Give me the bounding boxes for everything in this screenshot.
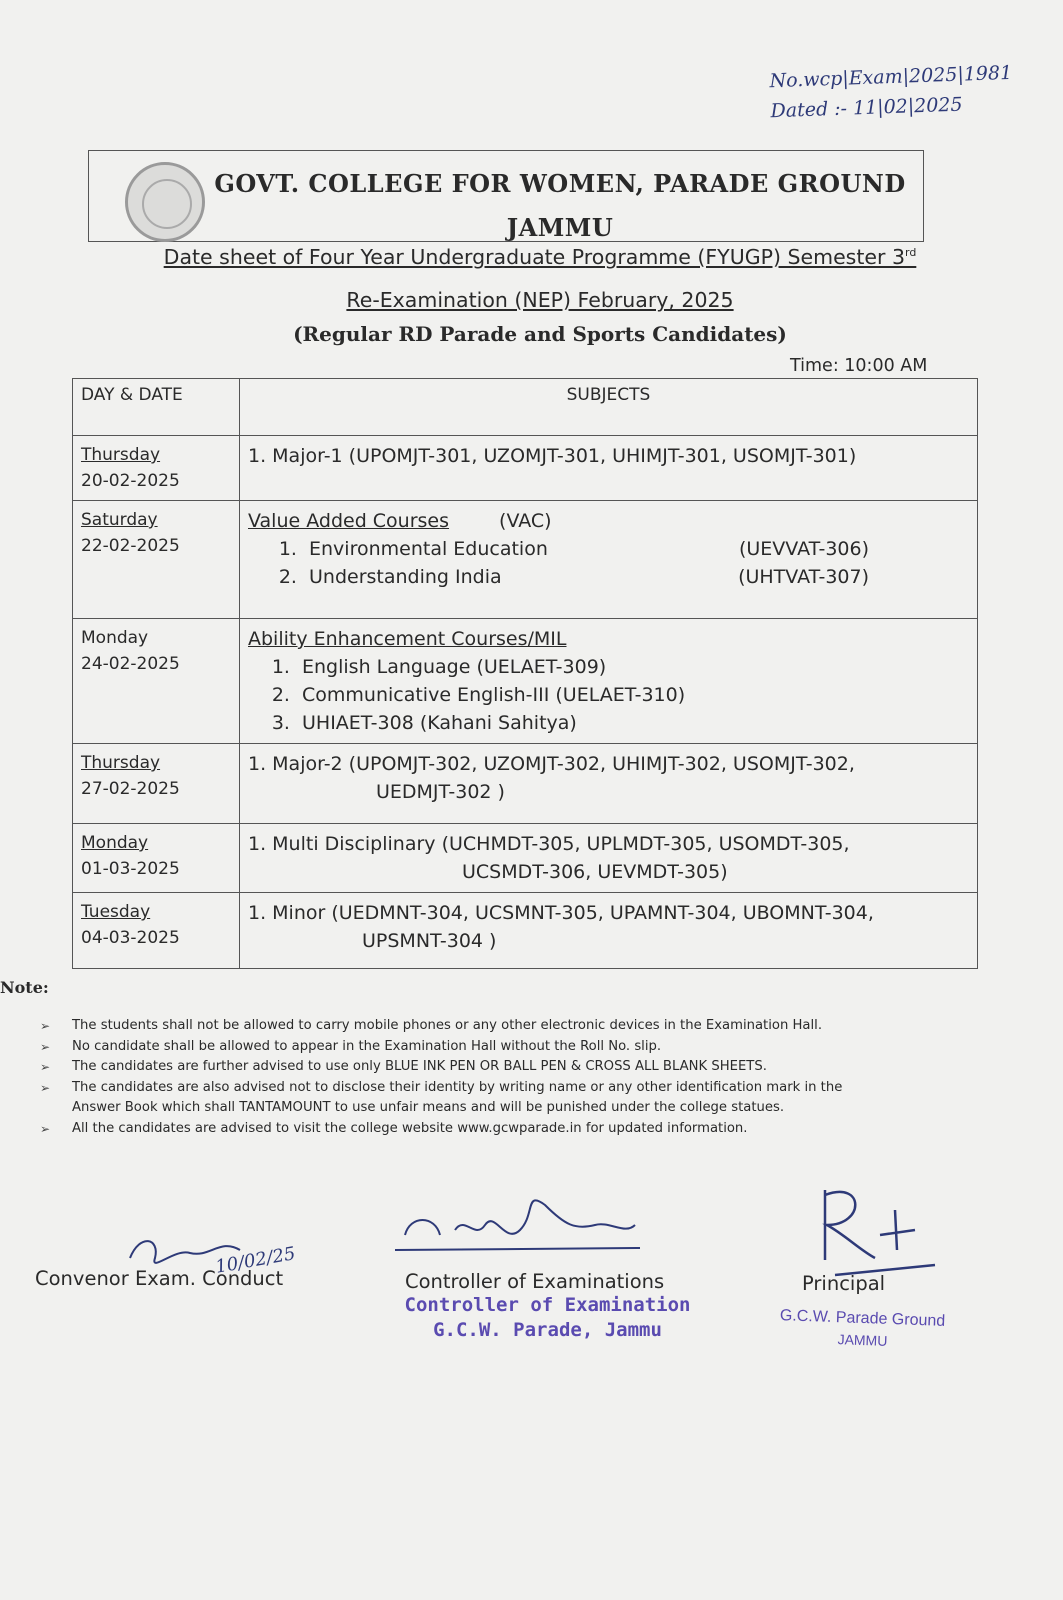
convenor-date: 10/02/25: [213, 1243, 298, 1278]
table-row: [73, 501, 978, 619]
college-name-line2: JAMMU: [506, 213, 614, 242]
list-item: 2. Communicative English-III (UELAET-310): [296, 681, 969, 709]
table-row: [73, 436, 978, 501]
ordinal-suffix: rd: [905, 246, 917, 260]
principal-signature: [805, 1180, 945, 1280]
college-name-line1: GOVT. COLLEGE FOR WOMEN, PARADE GROUND: [214, 169, 906, 198]
note-item-cont: Answer Book which shall TANTAMOUNT to use unfair means and will be punished under the college statues.: [72, 1100, 785, 1115]
row-subject-line: 1. Minor (UEDMNT-304, UCSMNT-305, UPAMNT-304, UBOMNT-304,: [248, 902, 874, 924]
row-subject-line: 1. Major-1 (UPOMJT-301, UZOMJT-301, UHIMJT-301, USOMJT-301): [248, 445, 857, 467]
row-subject-line-cont: UEDMJT-302 ): [376, 781, 505, 803]
notes-list: [40, 1016, 940, 1139]
row-date: 22-02-2025: [81, 536, 180, 556]
col-header-day: DAY & DATE: [73, 379, 240, 436]
principal-stamp-line1: G.C.W. Parade Ground: [779, 1307, 946, 1330]
controller-stamp-line2: G.C.W. Parade, Jammu: [433, 1319, 662, 1341]
convenor-label: Convenor Exam. Conduct: [35, 1267, 284, 1290]
note-item: ➢ The candidates are also advised not to disclose their identity by writing name or any other identification mark in the: [40, 1078, 940, 1099]
list-item: 1. English Language (UELAET-309): [296, 653, 969, 681]
row-day: Monday: [81, 833, 149, 853]
row-day: Tuesday: [81, 902, 151, 922]
reference-number: No.wcp|Exam|2025|1981: [769, 61, 1013, 93]
row-day: Thursday: [81, 445, 161, 465]
principal-stamp-line2: JAMMU: [837, 1331, 888, 1349]
row-date: 27-02-2025: [81, 779, 180, 799]
datesheet-title: Date sheet of Four Year Undergraduate Programme (FYUGP) Semester 3rd: [163, 245, 917, 269]
college-name: [200, 162, 920, 250]
row-subject-line: 1. Multi Disciplinary (UCHMDT-305, UPLMDT-305, USOMDT-305,: [248, 833, 850, 855]
col-header-subjects: SUBJECTS: [240, 379, 978, 436]
note-item: ➢ The candidates are further advised to use only BLUE INK PEN OR BALL PEN & CROSS ALL BLANK SHEETS.: [40, 1057, 940, 1078]
row-day: Monday: [81, 628, 149, 648]
table-row: [73, 893, 978, 969]
row-subject-line-cont: UCSMDT-306, UEVMDT-305): [462, 861, 728, 883]
row-subject-line-cont: UPSMNT-304 ): [362, 930, 497, 952]
candidates-subtitle: (Regular RD Parade and Sports Candidates): [293, 322, 787, 346]
row-subject-heading: Value Added Courses (VAC): [248, 510, 552, 532]
row-day: Thursday: [81, 753, 161, 773]
row-day: Saturday: [81, 510, 158, 530]
row-date: 01-03-2025: [81, 859, 180, 879]
controller-stamp-line1: Controller of Examination: [404, 1294, 691, 1316]
note-label: Note:: [0, 978, 49, 997]
reference-date: Dated :- 11|02|2025: [770, 93, 963, 123]
row-date: 24-02-2025: [81, 654, 180, 674]
reference-block: [769, 58, 1014, 126]
list-item: 3. UHIAET-308 (Kahani Sahitya): [296, 709, 969, 737]
table-row: [73, 824, 978, 893]
row-date: 04-03-2025: [81, 928, 180, 948]
principal-label: Principal: [802, 1272, 886, 1295]
note-item: ➢ No candidate shall be allowed to appear in the Examination Hall without the Roll No. slip.: [40, 1037, 940, 1058]
note-item: ➢ The students shall not be allowed to carry mobile phones or any other electronic devices in the Examination Hall.: [40, 1016, 940, 1037]
controller-label: Controller of Examinations: [405, 1270, 665, 1293]
college-logo: [125, 162, 205, 242]
reexam-title: Re-Examination (NEP) February, 2025: [346, 288, 734, 312]
note-item: ➢ All the candidates are advised to visit the college website www.gcwparade.in for updated information.: [40, 1119, 940, 1140]
list-item: 1. Environmental Education (UEVVAT-306): [303, 535, 969, 563]
table-row: [73, 619, 978, 744]
list-item: 2. Understanding India (UHTVAT-307): [303, 563, 969, 591]
exam-time: Time: 10:00 AM: [790, 356, 928, 376]
table-header-row: [73, 379, 978, 436]
row-date: 20-02-2025: [81, 471, 180, 491]
row-subject-line: 1. Major-2 (UPOMJT-302, UZOMJT-302, UHIMJT-302, USOMJT-302,: [248, 753, 855, 775]
table-row: [73, 744, 978, 824]
controller-signature: [395, 1185, 655, 1260]
datesheet-table: [72, 378, 978, 969]
row-subject-heading: Ability Enhancement Courses/MIL: [248, 628, 567, 650]
